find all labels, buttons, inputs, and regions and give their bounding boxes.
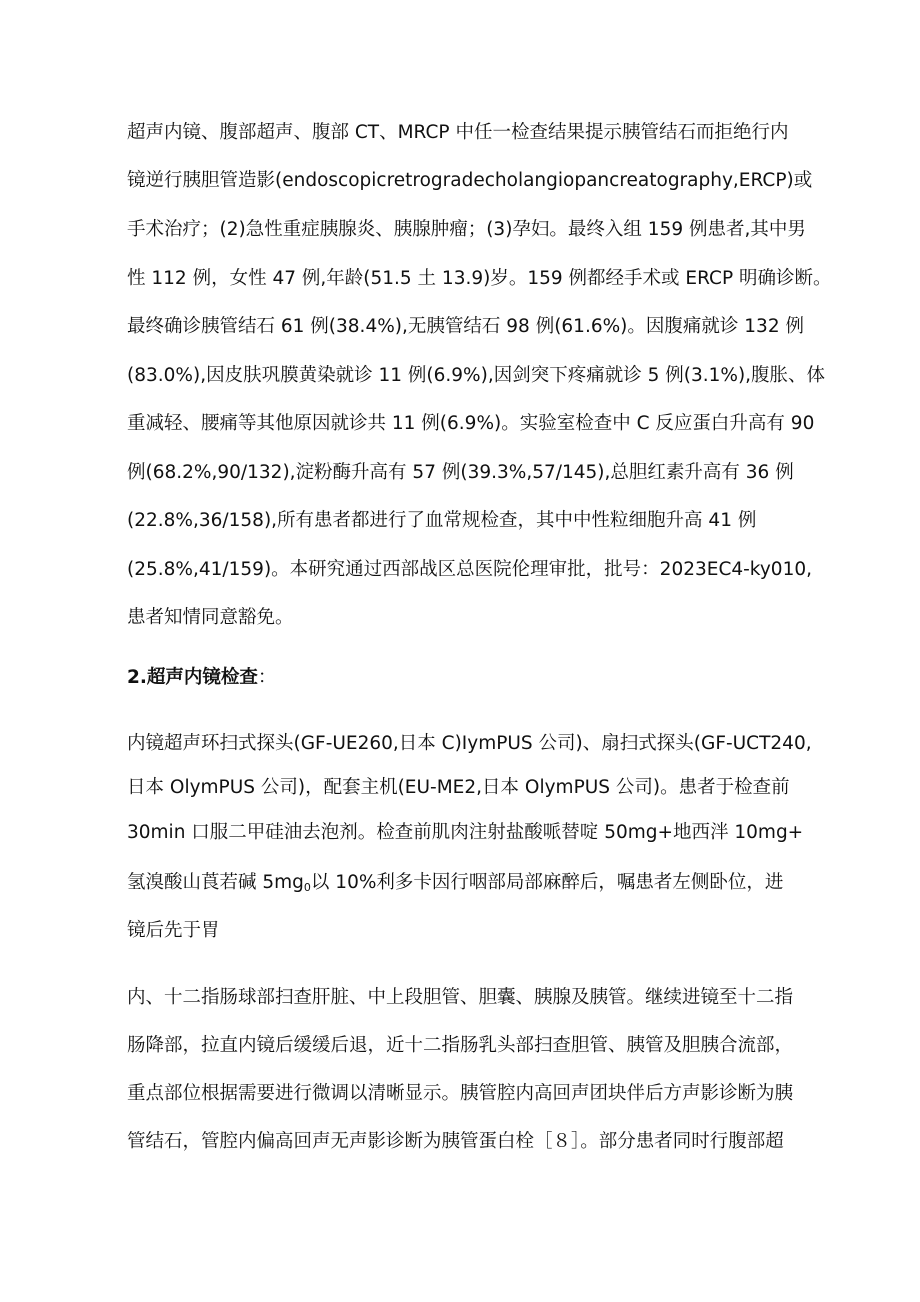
line-text: 以 10%利多卡因行咽部局部麻醉后，嘱患者左侧卧位，进 — [310, 872, 784, 893]
paragraph-line: 镜后先于胃 — [127, 920, 220, 941]
paragraph-line: 性 112 例，女性 47 例,年龄(51.5 土 13.9)岁。159 例都经手术或 ERCP 明确诊断。 — [127, 268, 832, 289]
paragraph-line: (25.8%,41/159)。本研究通过西部战区总医院伦理审批，批号：2023EC4-ky010, — [127, 559, 812, 580]
paragraph-line: 手术治疗；(2)急性重症胰腺炎、胰腺肿瘤；(3)孕妇。最终入组 159 例患者,其中男 — [127, 219, 806, 240]
paragraph-line: 内镜超声环扫式探头(GF-UE260,日本 C)IymPUS 公司)、扇扫式探头(GF-UCT240, — [127, 733, 812, 754]
paragraph-line: 管结石，管腔内偏高回声无声影诊断为胰管蛋白栓［８］。部分患者同时行腹部超 — [127, 1131, 784, 1152]
paragraph-line: 重点部位根据需要进行微调以清晰显示。胰管腔内高回声团块伴后方声影诊断为胰 — [127, 1083, 794, 1104]
section-heading-colon: ： — [257, 667, 277, 688]
paragraph-line: 30min 口服二甲硅油去泡剂。检查前肌肉注射盐酸哌替啶 50mg+地西泮 10mg+ — [127, 822, 804, 843]
line-text: 氢溴酸山莨若碱 5mg — [127, 872, 304, 893]
paragraph-line: 最终确诊胰管结石 61 例(38.4%),无胰管结石 98 例(61.6%)。因腹痛就诊 132 例 — [127, 316, 804, 337]
paragraph-line: 例(68.2%,90/132),淀粉酶升高有 57 例(39.3%,57/145),总胆红素升高有 36 例 — [127, 462, 794, 483]
paragraph-line: 镜逆行胰胆管造影(endoscopicretrogradecholangiopancreatography,ERCP)或 — [127, 170, 813, 191]
paragraph-line: 肠降部，拉直内镜后缓缓后退，近十二指肠乳头部扫查胆管、胰管及胆胰合流部， — [127, 1035, 794, 1056]
section-heading — [127, 665, 276, 691]
paragraph-line: 超声内镜、腹部超声、腹部 CT、MRCP 中任一检查结果提示胰管结石而拒绝行内 — [127, 122, 789, 143]
paragraph-line: (83.0%),因皮肤巩膜黄染就诊 11 例(6.9%),因剑突下疼痛就诊 5 例(3.1%),腹胀、体 — [127, 365, 826, 386]
paragraph-line: 重减轻、腰痛等其他原因就诊共 11 例(6.9%)。实验室检查中 C 反应蛋白升高有 90 — [127, 413, 815, 434]
paragraph-line: (22.8%,36/158),所有患者都进行了血常规检查，其中中性粒细胞升高 41 例 — [127, 510, 757, 531]
section-heading-title: 2.超声内镜检查 — [127, 667, 258, 688]
paragraph-line: 日本 OlymPUS 公司)，配套主机(EU-ME2,日本 OlymPUS 公司)。患者于检查前 — [127, 777, 790, 798]
paragraph-line: 患者知情同意豁免。 — [127, 607, 294, 628]
paragraph-line — [127, 870, 783, 896]
subscript: 0 — [303, 881, 311, 894]
paragraph-line: 内、十二指肠球部扫查肝脏、中上段胆管、胆囊、胰腺及胰管。继续进镜至十二指 — [127, 987, 794, 1008]
